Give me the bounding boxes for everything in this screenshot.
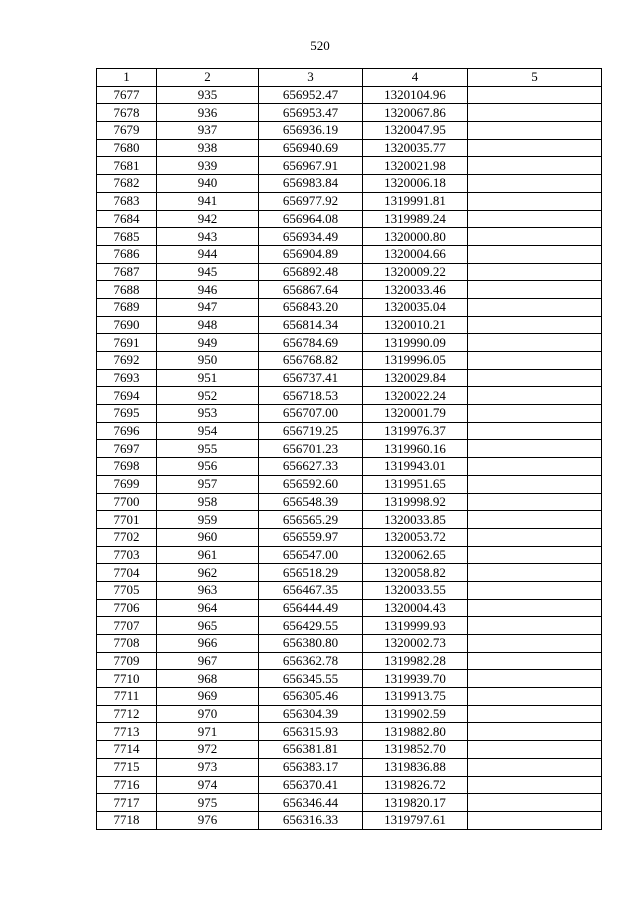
x-coordinate-cell: 656964.08 [259,210,363,228]
y-coordinate-cell: 1319999.93 [363,617,468,635]
x-coordinate-cell: 656315.93 [259,723,363,741]
point-number-cell: 7692 [97,352,157,370]
table-row [97,741,602,759]
table-row [97,458,602,476]
index-cell: 975 [157,794,259,812]
table-row [97,652,602,670]
point-number-cell: 7704 [97,564,157,582]
y-coordinate-cell: 1319990.09 [363,334,468,352]
table-row [97,192,602,210]
table-row [97,794,602,812]
point-number-cell: 7698 [97,458,157,476]
point-number-cell: 7712 [97,705,157,723]
y-coordinate-cell: 1319820.17 [363,794,468,812]
table-row [97,617,602,635]
y-coordinate-cell: 1320033.55 [363,581,468,599]
point-number-cell: 7681 [97,157,157,175]
index-cell: 944 [157,245,259,263]
point-number-cell: 7694 [97,387,157,405]
x-coordinate-cell: 656304.39 [259,705,363,723]
point-number-cell: 7691 [97,334,157,352]
x-coordinate-cell: 656592.60 [259,475,363,493]
header-cell-1: 1 [97,69,157,87]
table-row [97,670,602,688]
x-coordinate-cell: 656784.69 [259,334,363,352]
index-cell: 942 [157,210,259,228]
x-coordinate-cell: 656718.53 [259,387,363,405]
x-coordinate-cell: 656719.25 [259,422,363,440]
point-number-cell: 7707 [97,617,157,635]
x-coordinate-cell: 656305.46 [259,688,363,706]
x-coordinate-cell: 656559.97 [259,528,363,546]
x-coordinate-cell: 656346.44 [259,794,363,812]
notes-cell [468,811,602,829]
index-cell: 961 [157,546,259,564]
x-coordinate-cell: 656707.00 [259,405,363,423]
table-row [97,228,602,246]
table-row [97,422,602,440]
x-coordinate-cell: 656381.81 [259,741,363,759]
table-row [97,157,602,175]
x-coordinate-cell: 656429.55 [259,617,363,635]
index-cell: 938 [157,139,259,157]
y-coordinate-cell: 1320062.65 [363,546,468,564]
header-row [97,69,602,87]
table-row [97,122,602,140]
y-coordinate-cell: 1319996.05 [363,352,468,370]
table-row [97,440,602,458]
y-coordinate-cell: 1319852.70 [363,741,468,759]
x-coordinate-cell: 656892.48 [259,263,363,281]
page-number: 520 [310,38,330,53]
notes-cell [468,635,602,653]
point-number-cell: 7693 [97,369,157,387]
x-coordinate-cell: 656977.92 [259,192,363,210]
table-row [97,104,602,122]
notes-cell [468,493,602,511]
index-cell: 958 [157,493,259,511]
x-coordinate-cell: 656934.49 [259,228,363,246]
y-coordinate-cell: 1320033.46 [363,281,468,299]
notes-cell [468,387,602,405]
y-coordinate-cell: 1319902.59 [363,705,468,723]
table-row [97,369,602,387]
y-coordinate-cell: 1320035.77 [363,139,468,157]
notes-cell [468,139,602,157]
index-cell: 949 [157,334,259,352]
point-number-cell: 7679 [97,122,157,140]
notes-cell [468,564,602,582]
x-coordinate-cell: 656565.29 [259,511,363,529]
point-number-cell: 7682 [97,175,157,193]
notes-cell [468,369,602,387]
notes-cell [468,352,602,370]
x-coordinate-cell: 656843.20 [259,298,363,316]
notes-cell [468,228,602,246]
y-coordinate-cell: 1319939.70 [363,670,468,688]
y-coordinate-cell: 1320010.21 [363,316,468,334]
y-coordinate-cell: 1320004.43 [363,599,468,617]
notes-cell [468,475,602,493]
point-number-cell: 7714 [97,741,157,759]
table-row [97,298,602,316]
point-number-cell: 7700 [97,493,157,511]
index-cell: 945 [157,263,259,281]
header-cell-3: 3 [259,69,363,87]
y-coordinate-cell: 1319976.37 [363,422,468,440]
notes-cell [468,334,602,352]
point-number-cell: 7713 [97,723,157,741]
header-cell-5: 5 [468,69,602,87]
notes-cell [468,458,602,476]
x-coordinate-cell: 656983.84 [259,175,363,193]
index-cell: 952 [157,387,259,405]
y-coordinate-cell: 1320029.84 [363,369,468,387]
point-number-cell: 7706 [97,599,157,617]
index-cell: 966 [157,635,259,653]
point-number-cell: 7709 [97,652,157,670]
index-cell: 939 [157,157,259,175]
table-row [97,581,602,599]
table-row [97,528,602,546]
table-row [97,564,602,582]
index-cell: 937 [157,122,259,140]
table-row [97,352,602,370]
notes-cell [468,122,602,140]
point-number-cell: 7703 [97,546,157,564]
table-body [97,86,602,829]
point-number-cell: 7689 [97,298,157,316]
x-coordinate-cell: 656627.33 [259,458,363,476]
y-coordinate-cell: 1319989.24 [363,210,468,228]
index-cell: 976 [157,811,259,829]
x-coordinate-cell: 656370.41 [259,776,363,794]
x-coordinate-cell: 656316.33 [259,811,363,829]
y-coordinate-cell: 1319913.75 [363,688,468,706]
notes-cell [468,599,602,617]
index-cell: 936 [157,104,259,122]
table-row [97,493,602,511]
point-number-cell: 7690 [97,316,157,334]
notes-cell [468,652,602,670]
index-cell: 935 [157,86,259,104]
table-row [97,811,602,829]
index-cell: 956 [157,458,259,476]
index-cell: 962 [157,564,259,582]
index-cell: 967 [157,652,259,670]
x-coordinate-cell: 656940.69 [259,139,363,157]
point-number-cell: 7684 [97,210,157,228]
index-cell: 946 [157,281,259,299]
y-coordinate-cell: 1319991.81 [363,192,468,210]
y-coordinate-cell: 1319998.92 [363,493,468,511]
notes-cell [468,245,602,263]
notes-cell [468,581,602,599]
notes-cell [468,511,602,529]
notes-cell [468,157,602,175]
index-cell: 940 [157,175,259,193]
notes-cell [468,776,602,794]
y-coordinate-cell: 1320067.86 [363,104,468,122]
index-cell: 965 [157,617,259,635]
index-cell: 951 [157,369,259,387]
y-coordinate-cell: 1320022.24 [363,387,468,405]
y-coordinate-cell: 1319982.28 [363,652,468,670]
point-number-cell: 7711 [97,688,157,706]
y-coordinate-cell: 1320001.79 [363,405,468,423]
notes-cell [468,440,602,458]
point-number-cell: 7695 [97,405,157,423]
index-cell: 947 [157,298,259,316]
index-cell: 955 [157,440,259,458]
index-cell: 968 [157,670,259,688]
table-row [97,316,602,334]
point-number-cell: 7708 [97,635,157,653]
table-row [97,511,602,529]
notes-cell [468,104,602,122]
index-cell: 973 [157,758,259,776]
y-coordinate-cell: 1320053.72 [363,528,468,546]
point-number-cell: 7688 [97,281,157,299]
point-number-cell: 7699 [97,475,157,493]
notes-cell [468,281,602,299]
notes-cell [468,758,602,776]
table-row [97,723,602,741]
x-coordinate-cell: 656967.91 [259,157,363,175]
x-coordinate-cell: 656383.17 [259,758,363,776]
x-coordinate-cell: 656362.78 [259,652,363,670]
y-coordinate-cell: 1319960.16 [363,440,468,458]
point-number-cell: 7705 [97,581,157,599]
notes-cell [468,210,602,228]
notes-cell [468,175,602,193]
index-cell: 971 [157,723,259,741]
table-row [97,546,602,564]
index-cell: 954 [157,422,259,440]
point-number-cell: 7687 [97,263,157,281]
y-coordinate-cell: 1320009.22 [363,263,468,281]
y-coordinate-cell: 1319826.72 [363,776,468,794]
index-cell: 953 [157,405,259,423]
notes-cell [468,794,602,812]
x-coordinate-cell: 656936.19 [259,122,363,140]
y-coordinate-cell: 1320035.04 [363,298,468,316]
y-coordinate-cell: 1320006.18 [363,175,468,193]
point-number-cell: 7717 [97,794,157,812]
point-number-cell: 7680 [97,139,157,157]
index-cell: 970 [157,705,259,723]
notes-cell [468,688,602,706]
x-coordinate-cell: 656444.49 [259,599,363,617]
x-coordinate-cell: 656345.55 [259,670,363,688]
point-number-cell: 7710 [97,670,157,688]
y-coordinate-cell: 1320104.96 [363,86,468,104]
table-row [97,599,602,617]
y-coordinate-cell: 1319882.80 [363,723,468,741]
notes-cell [468,546,602,564]
table-row [97,705,602,723]
notes-cell [468,86,602,104]
notes-cell [468,528,602,546]
y-coordinate-cell: 1320000.80 [363,228,468,246]
index-cell: 957 [157,475,259,493]
notes-cell [468,422,602,440]
point-number-cell: 7718 [97,811,157,829]
index-cell: 943 [157,228,259,246]
x-coordinate-cell: 656904.89 [259,245,363,263]
table-row [97,245,602,263]
table-row [97,688,602,706]
notes-cell [468,316,602,334]
point-number-cell: 7696 [97,422,157,440]
point-number-cell: 7702 [97,528,157,546]
x-coordinate-cell: 656547.00 [259,546,363,564]
table-header [97,69,602,87]
header-cell-2: 2 [157,69,259,87]
index-cell: 950 [157,352,259,370]
notes-cell [468,192,602,210]
y-coordinate-cell: 1320004.66 [363,245,468,263]
point-number-cell: 7701 [97,511,157,529]
table-row [97,210,602,228]
table-row [97,139,602,157]
index-cell: 974 [157,776,259,794]
x-coordinate-cell: 656518.29 [259,564,363,582]
point-number-cell: 7677 [97,86,157,104]
table-row [97,281,602,299]
table-row [97,387,602,405]
x-coordinate-cell: 656867.64 [259,281,363,299]
index-cell: 963 [157,581,259,599]
y-coordinate-cell: 1320033.85 [363,511,468,529]
header-cell-4: 4 [363,69,468,87]
y-coordinate-cell: 1319836.88 [363,758,468,776]
index-cell: 941 [157,192,259,210]
point-number-cell: 7683 [97,192,157,210]
index-cell: 960 [157,528,259,546]
x-coordinate-cell: 656952.47 [259,86,363,104]
index-cell: 972 [157,741,259,759]
x-coordinate-cell: 656467.35 [259,581,363,599]
index-cell: 969 [157,688,259,706]
x-coordinate-cell: 656380.80 [259,635,363,653]
y-coordinate-cell: 1320021.98 [363,157,468,175]
point-number-cell: 7686 [97,245,157,263]
x-coordinate-cell: 656737.41 [259,369,363,387]
index-cell: 948 [157,316,259,334]
point-number-cell: 7716 [97,776,157,794]
table-row [97,175,602,193]
table-row [97,758,602,776]
notes-cell [468,741,602,759]
notes-cell [468,405,602,423]
x-coordinate-cell: 656768.82 [259,352,363,370]
point-number-cell: 7678 [97,104,157,122]
table-row [97,475,602,493]
x-coordinate-cell: 656814.34 [259,316,363,334]
index-cell: 964 [157,599,259,617]
y-coordinate-cell: 1320002.73 [363,635,468,653]
table-row [97,263,602,281]
coordinates-table [96,68,602,830]
notes-cell [468,617,602,635]
y-coordinate-cell: 1319797.61 [363,811,468,829]
x-coordinate-cell: 656953.47 [259,104,363,122]
y-coordinate-cell: 1319943.01 [363,458,468,476]
point-number-cell: 7715 [97,758,157,776]
notes-cell [468,723,602,741]
y-coordinate-cell: 1320058.82 [363,564,468,582]
notes-cell [468,263,602,281]
table-row [97,405,602,423]
x-coordinate-cell: 656701.23 [259,440,363,458]
table-row [97,334,602,352]
table-row [97,776,602,794]
y-coordinate-cell: 1319951.65 [363,475,468,493]
table-row [97,635,602,653]
table-row [97,86,602,104]
point-number-cell: 7685 [97,228,157,246]
x-coordinate-cell: 656548.39 [259,493,363,511]
notes-cell [468,670,602,688]
y-coordinate-cell: 1320047.95 [363,122,468,140]
notes-cell [468,298,602,316]
notes-cell [468,705,602,723]
index-cell: 959 [157,511,259,529]
point-number-cell: 7697 [97,440,157,458]
